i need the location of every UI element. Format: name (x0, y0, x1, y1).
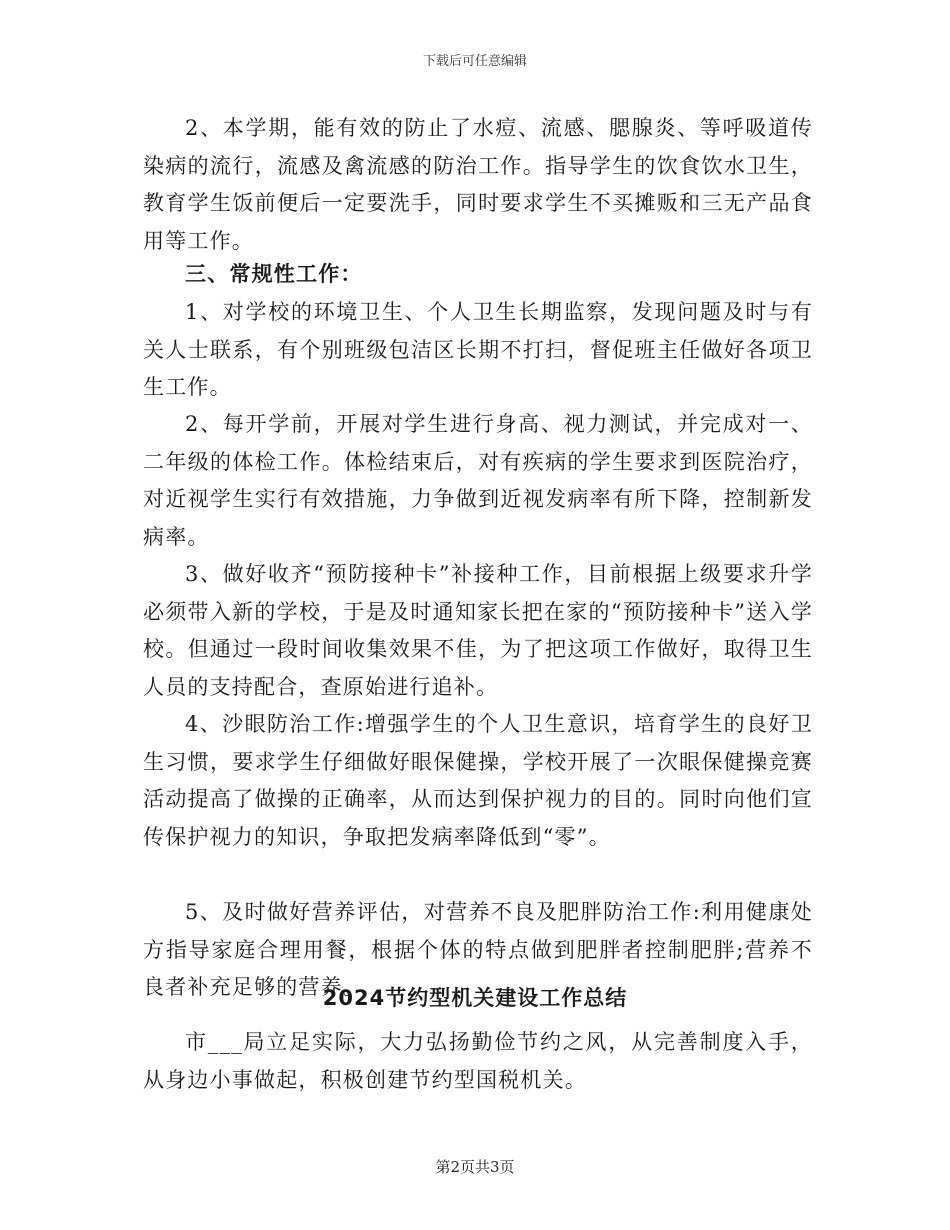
page-header: 下载后可任意编辑 (422, 54, 527, 69)
paragraph-nutrition: 5、及时做好营养评估，对营养不良及肥胖防治工作:利用健康处方指导家庭合理用餐，根据个体的特点做到肥胖者控制肥胖;营养不良者补充足够的营养。 (143, 900, 813, 999)
section-heading-routine-work: 三、常规性工作： (185, 262, 363, 286)
paragraph-prevention: 2、本学期，能有效的防止了水痘、流感、腮腺炎、等呼吸道传染病的流行，流感及禽流感的防治工作。指导学生的饮食饮水卫生，教育学生饭前便后一定要洗手，同时要求学生不买摊贩和三无产品食用等工作。 (143, 116, 813, 253)
paragraph-intro: 市___局立足实际，大力弘扬勤俭节约之风，从完善制度入手，从身边小事做起，积极创建节约型国税机关。 (143, 1030, 813, 1092)
paragraph-trachoma-prevention: 4、沙眼防治工作:增强学生的个人卫生意识，培育学生的良好卫生习惯，要求学生仔细做好眼保健操，学校开展了一次眼保健操竞赛活动提高了做操的正确率，从而达到保护视力的目的。同时向他们宣传保护视力的知识，争取把发病率降低到“零”。 (143, 712, 813, 849)
paragraph-environment-hygiene: 1、对学校的环境卫生、个人卫生长期监察，发现问题及时与有关人士联系，有个别班级包洁区长期不打扫，督促班主任做好各项卫生工作。 (143, 300, 813, 399)
document-title: 2024节约型机关建设工作总结 (322, 986, 628, 1010)
paragraph-health-check: 2、每开学前，开展对学生进行身高、视力测试，并完成对一、二年级的体检工作。体检结束后，对有疾病的学生要求到医院治疗，对近视学生实行有效措施，力争做到近视发病率有所下降，控制新发病率。 (143, 412, 813, 549)
page-footer: 第2页共3页 (435, 1158, 515, 1176)
paragraph-vaccination-card: 3、做好收齐“预防接种卡”补接种工作，目前根据上级要求升学必须带入新的学校，于是及时通知家长把在家的“预防接种卡”送入学校。但通过一段时间收集效果不佳，为了把这项工作做好，取得卫生人员的支持配合，查原始进行追补。 (143, 562, 813, 699)
